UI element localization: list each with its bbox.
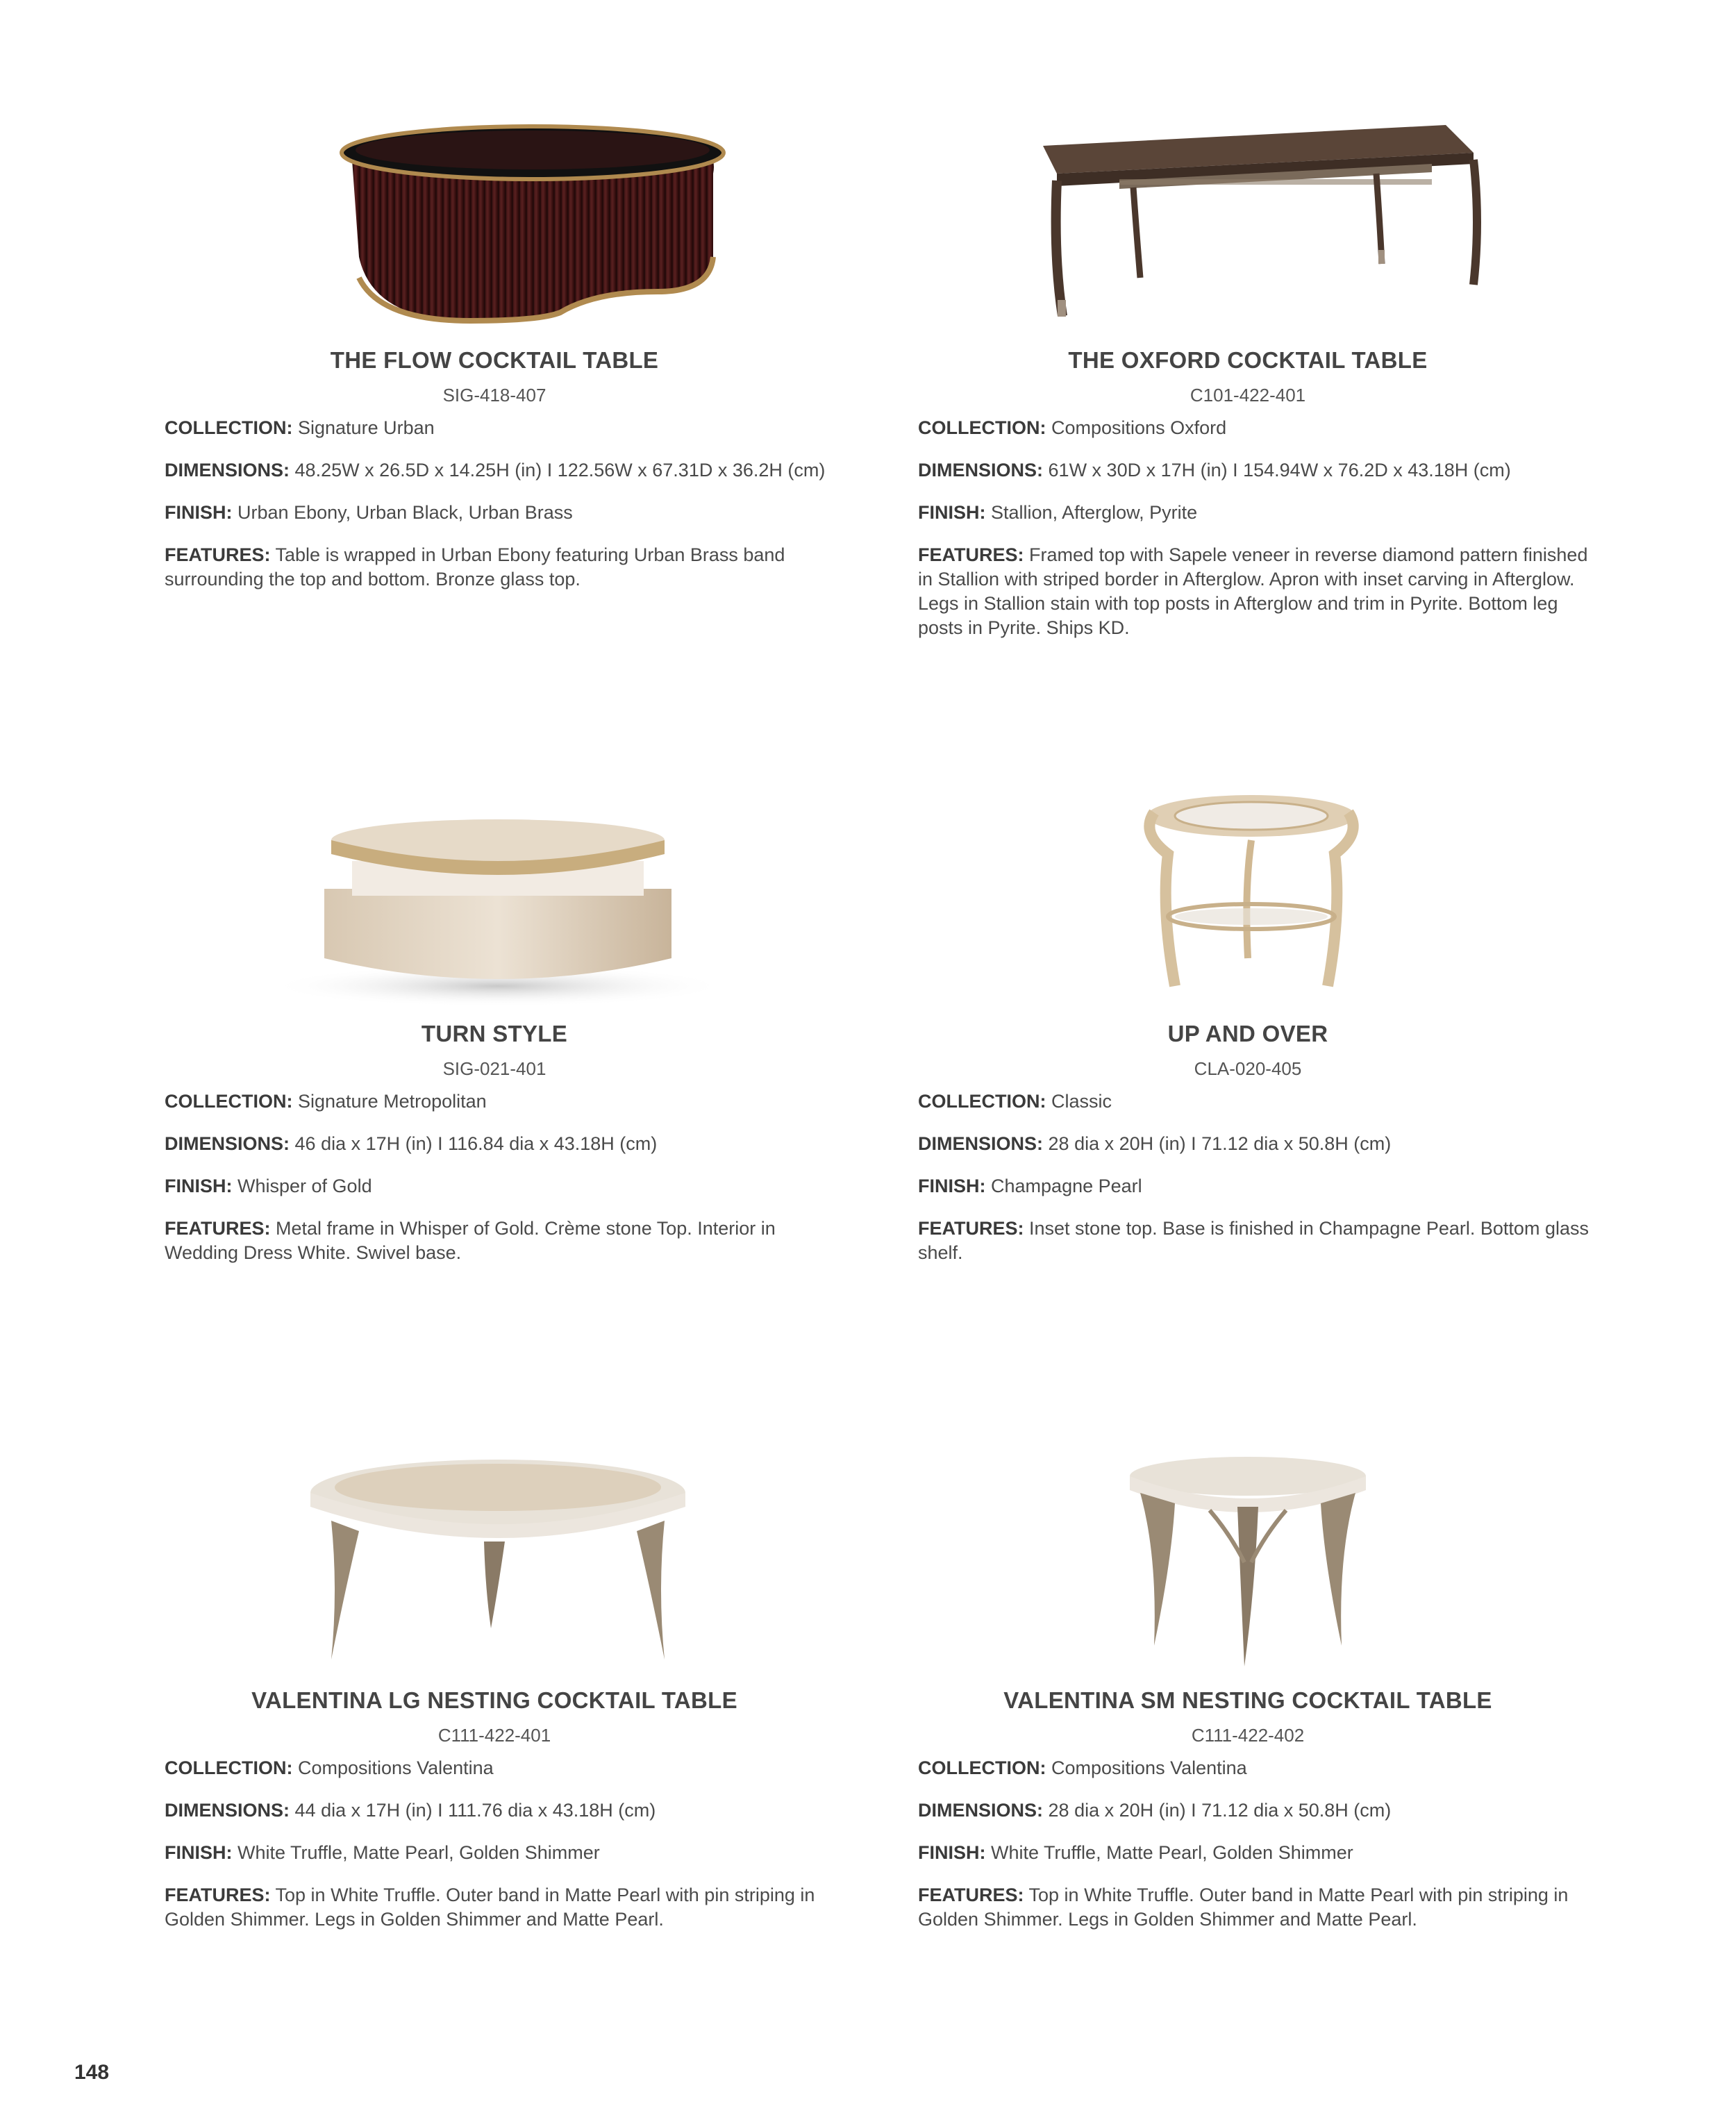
- dimensions-value: 48.25W x 26.5D x 14.25H (in) I 122.56W x 67.31D x 36.2H (cm): [294, 460, 826, 481]
- features-label: FEATURES:: [918, 1218, 1024, 1239]
- collection-value: Classic: [1051, 1091, 1112, 1112]
- product-sku: C111-422-402: [1191, 1725, 1305, 1746]
- collection-label: COLLECTION:: [165, 1757, 293, 1778]
- finish-value: Whisper of Gold: [237, 1176, 372, 1196]
- product-image-valentina-lg: [303, 1451, 692, 1666]
- features-label: FEATURES:: [918, 1885, 1024, 1905]
- features-row: [165, 543, 852, 592]
- dimensions-row: [165, 458, 852, 483]
- product-sku: C101-422-401: [1190, 385, 1306, 406]
- finish-row: [165, 501, 852, 525]
- product-title: VALENTINA SM NESTING COCKTAIL TABLE: [1003, 1687, 1492, 1713]
- collection-value: Signature Urban: [298, 417, 435, 438]
- dimensions-value: 44 dia x 17H (in) I 111.76 dia x 43.18H (cm): [294, 1800, 656, 1821]
- finish-value: Urban Ebony, Urban Black, Urban Brass: [237, 502, 573, 523]
- finish-row: [165, 1841, 852, 1865]
- product-title: THE OXFORD COCKTAIL TABLE: [1068, 347, 1428, 373]
- finish-value: Champagne Pearl: [991, 1176, 1142, 1196]
- collection-row: [165, 1756, 852, 1780]
- product-image-turn-style: [255, 785, 741, 1007]
- product-image-flow: [331, 118, 734, 326]
- dimensions-label: DIMENSIONS:: [918, 1133, 1044, 1154]
- features-value: Framed top with Sapele veneer in reverse diamond pattern finished in Stallion with striped border in Afterglow. Apron with inset carving in Afterglow. Legs in Stallion stain with top posts in Afterglow and trim in Pyrite. Bottom leg posts in Pyrite. Ships KD.: [918, 544, 1588, 638]
- product-sku: CLA-020-405: [1194, 1058, 1302, 1079]
- product-title: UP AND OVER: [1167, 1021, 1328, 1046]
- collection-row: [918, 1089, 1605, 1114]
- collection-label: COLLECTION:: [918, 1091, 1046, 1112]
- finish-label: FINISH:: [165, 1176, 233, 1196]
- dimensions-row: [918, 1798, 1605, 1823]
- product-title: VALENTINA LG NESTING COCKTAIL TABLE: [251, 1687, 737, 1713]
- collection-label: COLLECTION:: [165, 417, 293, 438]
- finish-row: [165, 1174, 852, 1198]
- finish-label: FINISH:: [918, 502, 986, 523]
- dimensions-label: DIMENSIONS:: [918, 1800, 1044, 1821]
- dimensions-label: DIMENSIONS:: [165, 1800, 290, 1821]
- dimensions-label: DIMENSIONS:: [165, 460, 290, 481]
- features-row: [918, 543, 1605, 640]
- finish-value: Stallion, Afterglow, Pyrite: [991, 502, 1198, 523]
- product-title: THE FLOW COCKTAIL TABLE: [330, 347, 659, 373]
- features-row: [918, 1217, 1605, 1265]
- product-sku: SIG-021-401: [442, 1058, 546, 1079]
- features-row: [165, 1883, 852, 1932]
- dimensions-row: [165, 1132, 852, 1156]
- dimensions-value: 61W x 30D x 17H (in) I 154.94W x 76.2D x 43.18H (cm): [1048, 460, 1511, 481]
- finish-value: White Truffle, Matte Pearl, Golden Shimmer: [237, 1842, 600, 1863]
- features-label: FEATURES:: [165, 1885, 271, 1905]
- product-sku: SIG-418-407: [442, 385, 546, 406]
- features-value: Metal frame in Whisper of Gold. Crème stone Top. Interior in Wedding Dress White. Swivel base.: [165, 1218, 776, 1263]
- features-value: Top in White Truffle. Outer band in Matte Pearl with pin striping in Golden Shimmer. Legs in Golden Shimmer and Matte Pearl.: [918, 1885, 1569, 1930]
- features-label: FEATURES:: [165, 1218, 271, 1239]
- collection-row: [165, 416, 852, 440]
- page-number: 148: [74, 2061, 110, 2084]
- dimensions-label: DIMENSIONS:: [918, 460, 1044, 481]
- finish-row: [918, 501, 1605, 525]
- finish-label: FINISH:: [918, 1842, 986, 1863]
- finish-row: [918, 1174, 1605, 1198]
- features-label: FEATURES:: [918, 544, 1024, 565]
- dimensions-row: [165, 1798, 852, 1823]
- dimensions-value: 28 dia x 20H (in) I 71.12 dia x 50.8H (cm): [1048, 1800, 1392, 1821]
- collection-value: Compositions Oxford: [1051, 417, 1227, 438]
- collection-value: Compositions Valentina: [298, 1757, 494, 1778]
- collection-label: COLLECTION:: [918, 417, 1046, 438]
- dimensions-value: 46 dia x 17H (in) I 116.84 dia x 43.18H (cm): [294, 1133, 658, 1154]
- features-value: Table is wrapped in Urban Ebony featuring Urban Brass band surrounding the top and bottom. Bronze glass top.: [165, 544, 785, 590]
- collection-row: [918, 416, 1605, 440]
- features-row: [165, 1217, 852, 1265]
- product-image-oxford: [1015, 118, 1487, 326]
- finish-label: FINISH:: [165, 502, 233, 523]
- collection-row: [918, 1756, 1605, 1780]
- product-title: TURN STYLE: [421, 1021, 568, 1046]
- collection-label: COLLECTION:: [918, 1757, 1046, 1778]
- dimensions-label: DIMENSIONS:: [165, 1133, 290, 1154]
- dimensions-value: 28 dia x 20H (in) I 71.12 dia x 50.8H (cm): [1048, 1133, 1392, 1154]
- collection-label: COLLECTION:: [165, 1091, 293, 1112]
- features-label: FEATURES:: [165, 544, 271, 565]
- finish-label: FINISH:: [165, 1842, 233, 1863]
- finish-value: White Truffle, Matte Pearl, Golden Shimmer: [991, 1842, 1353, 1863]
- collection-value: Compositions Valentina: [1051, 1757, 1247, 1778]
- finish-label: FINISH:: [918, 1176, 986, 1196]
- finish-row: [918, 1841, 1605, 1865]
- features-value: Top in White Truffle. Outer band in Matte Pearl with pin striping in Golden Shimmer. Legs in Golden Shimmer and Matte Pearl.: [165, 1885, 815, 1930]
- product-image-up-and-over: [1126, 785, 1376, 1007]
- product-image-valentina-sm: [1126, 1451, 1369, 1673]
- dimensions-row: [918, 1132, 1605, 1156]
- product-sku: C111-422-401: [437, 1725, 551, 1746]
- features-value: Inset stone top. Base is finished in Champagne Pearl. Bottom glass shelf.: [918, 1218, 1589, 1263]
- collection-row: [165, 1089, 852, 1114]
- features-row: [918, 1883, 1605, 1932]
- dimensions-row: [918, 458, 1605, 483]
- collection-value: Signature Metropolitan: [298, 1091, 487, 1112]
